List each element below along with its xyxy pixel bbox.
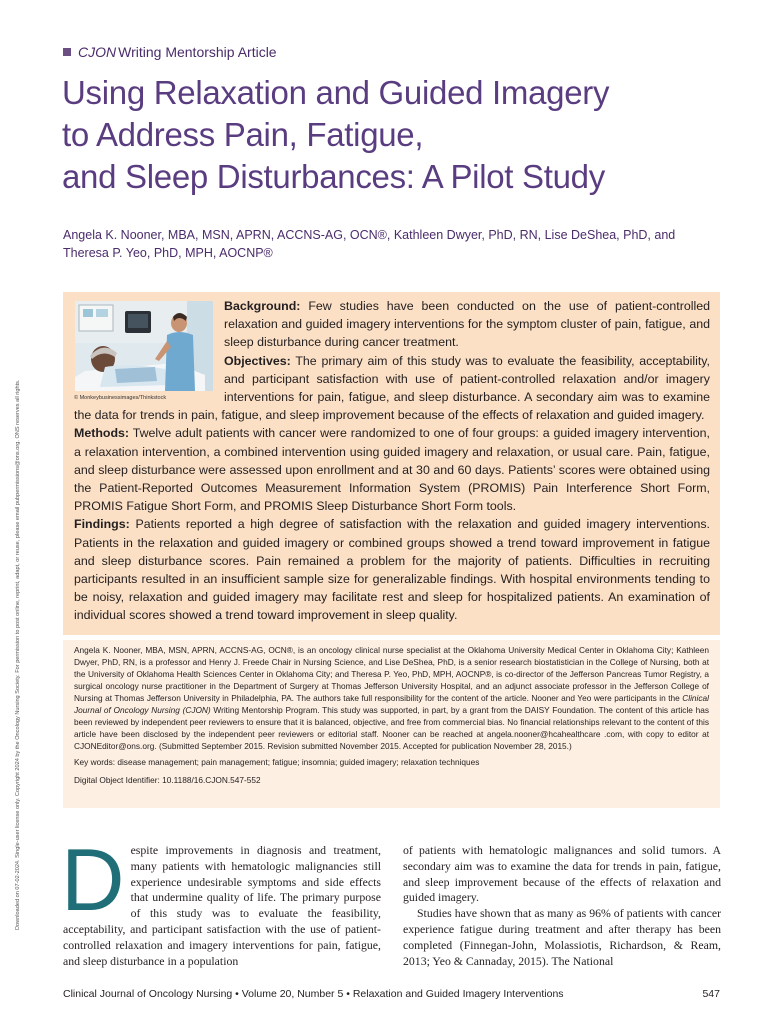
page-footer: [63, 988, 720, 1000]
affiliation-part2: Writing Mentorship Program. This study was supported, in part, by a grant from the DAISY Foundation. The content of this article has been reviewed by independent peer reviewers to ensure that it is balanced, objective, and free from commercial bias. No financial relationships relevant to the content of this article have been disclosed by the independent peer reviewers or editorial staff. Nooner can be reached at angela.nooner@hcahealthcare .com, with copy to editor at CJONEditor@ons.org. (Submitted September 2015. Revision submitted November 2015. Accepted for publication November 28, 2015.): [74, 705, 709, 751]
kicker-label: Writing Mentorship Article: [118, 44, 277, 60]
abstract-text: [74, 297, 710, 625]
copyright-side-note: [4, 270, 21, 930]
article-kicker: [63, 44, 277, 60]
title-line: Using Relaxation and Guided Imagery: [62, 74, 610, 111]
findings-text: Patients reported a high degree of satisfaction with the relaxation and guided imagery interventions. Patients in the relaxation and guided imagery or combined groups showed a trend toward improvement in fatigue and sleep disturbance scores. Pain remained a problem for the majority of patients. Difficulties in recruiting participants resulted in an insufficient sample size for generalizable findings. With hospital environments tending to be noisy, relaxation and guided imagery may facilitate rest and sleep for hospitalized patients. An examination of individual scores showed a trend toward improvement in sleep quality.: [74, 517, 710, 623]
body-column-left: [61, 830, 381, 969]
background-text: Few studies have been conducted on the use of patient-controlled relaxation and guided imagery interventions for the symptom cluster of pain, fatigue, and sleep disturbance during cancer treatment.: [224, 299, 710, 350]
author-affiliation-box: [63, 640, 720, 808]
body-column-right: [403, 843, 721, 969]
methods-text: Twelve adult patients with cancer were randomized to one of four groups: a guided imagery intervention, a relaxation intervention, a combined intervention using guided imagery and relaxation, or usual care. Pain, fatigue, and sleep disturbance were assessed upon enrollment and at 30 and 60 days. Patients’ scores were obtained using the Patient-Reported Outcomes Measurement Information System (PROMIS) Pain Interference Short Form, PROMIS Fatigue Short Form, and PROMIS Sleep Disturbance Short Form tools.: [74, 426, 710, 514]
journal-abbrev: CJON: [78, 44, 117, 60]
methods-label: Methods:: [74, 426, 130, 441]
author-list: Angela K. Nooner, MBA, MSN, APRN, ACCNS-AG, OCN®, Kathleen Dwyer, PhD, RN, Lise DeShea, PhD, and Theresa P. Yeo, PhD, MPH, AOCNP®: [63, 228, 676, 260]
abstract-methods: [74, 424, 710, 515]
abstract-findings: [74, 515, 710, 624]
background-label: Background:: [224, 299, 301, 313]
affiliation-part1: Angela K. Nooner, MBA, MSN, APRN, ACCNS-AG, OCN®, is an oncology clinical nurse specialist at the Oklahoma University Medical Center in Oklahoma City; Kathleen Dwyer, PhD, RN, is a professor and Henry J. Freede Chair in Nursing Science, and Lise DeShea, PhD, is a senior research biostatistician in the College of Nursing, both at the University of Oklahoma Health Sciences Center in Oklahoma City; and Theresa P. Yeo, PhD, MPH, AOCNP®, is co-director of the Jefferson Pancreas Tumor Registry, a surgical oncology nurse practitioner in the Department of Surgery at Thomas Jefferson University Hospital, and an adjunct associate professor in the Jefferson College of Nursing at Thomas Jefferson University in Philadelphia, PA. The authors take full responsibility for the content of the article. Nooner and Yeo were participants in the: [74, 645, 709, 703]
keywords: Key words: disease management; pain management; fatigue; insomnia; guided imagery; relaxation techniques: [74, 757, 480, 767]
doi: Digital Object Identifier: 10.1188/16.CJON.547-552: [74, 775, 261, 785]
abstract-box: [63, 292, 720, 635]
footer-running-title: Clinical Journal of Oncology Nursing • Volume 20, Number 5 • Relaxation and Guided Imagery Interventions: [63, 988, 564, 1000]
journal-name-italic: Clinical Journal of Oncology Nursing (CJON): [74, 693, 709, 715]
photo-credit: © Monkeybusinessimages/Thinkstock: [74, 395, 167, 401]
page-number: 547: [702, 988, 720, 1000]
objectives-text: The primary aim of this study was to evaluate the feasibility, acceptability, and participant satisfaction with use of patient-controlled relaxation and/or imagery interventions for pain, fatigue, and sleep disturbance. A secondary aim was to examine the data for trends in pain, fatigue, and sleep improvement because of the effects of relaxation and guided imagery.: [74, 353, 710, 423]
body-text: espite improvements in diagnosis and treatment, many patients with hematologic malignancies still experience undesirable symptoms and side effects that undermine quality of life. The primary purpose of this study was to evaluate the feasibility, acceptability, and participant satisfaction with the use of patient-controlled relaxation and imagery interventions for pain, fatigue, and sleep disturbance in a population: [63, 843, 381, 968]
affiliation-text: [74, 644, 709, 752]
drop-cap: D: [61, 830, 125, 929]
objectives-label: Objectives:: [224, 353, 291, 368]
body-paragraph: of patients with hematologic malignances and solid tumors. A secondary aim was to examine the data for trends in pain, fatigue, and sleep improvement because of the effects of relaxation and guided imagery.: [403, 843, 721, 905]
body-paragraph: [61, 830, 381, 969]
findings-label: Findings:: [74, 517, 130, 532]
body-paragraph: Studies have shown that as many as 96% of patients with cancer experience fatigue during treatment and after therapy has been completed (Finnegan-John, Molassiotis, Richardson, & Ream, 2013; Yeo & Cannaday, 2015). The National: [403, 906, 721, 968]
photo-wrap-spacer: [74, 297, 224, 399]
article-title: [62, 72, 702, 198]
copyright-text: Downloaded on 07-02-2024. Single-user license only. Copyright 2024 by the Oncology Nursing Society. For permission to post online, reprint, adapt, or reuse, please email pubpermissions@ons.org. ONS reserves all rights.: [15, 379, 21, 930]
square-bullet-icon: [63, 48, 71, 56]
title-line: and Sleep Disturbances: A Pilot Study: [62, 158, 605, 195]
title-line: to Address Pain, Fatigue,: [62, 116, 424, 153]
